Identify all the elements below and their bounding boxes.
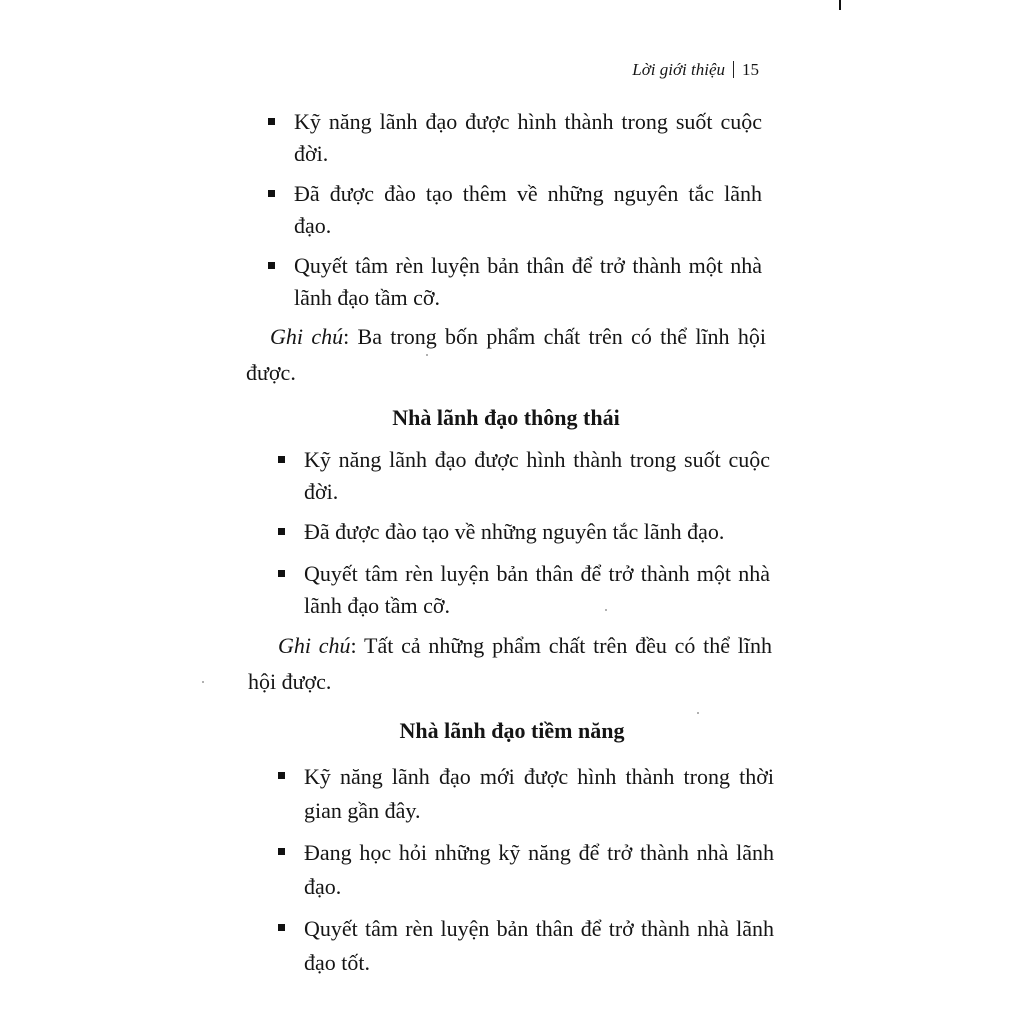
- list-item: [278, 836, 774, 904]
- bullet-icon: [268, 190, 275, 197]
- page-edge-mark: [839, 0, 841, 10]
- list-item-text: Quyết tâm rèn luyện bản thân để trở thành một nhà lãnh đạo tầm cỡ.: [304, 561, 770, 618]
- note-text: : Ba trong bốn phẩm chất trên có thể lĩnh hội được.: [246, 324, 766, 385]
- bullet-list: [278, 444, 770, 622]
- list-item: [278, 760, 774, 828]
- list-item-text: Đã được đào tạo về những nguyên tắc lãnh đạo.: [304, 519, 725, 544]
- section-heading: Nhà lãnh đạo thông thái: [392, 405, 620, 430]
- note-label: Ghi chú: [278, 633, 351, 658]
- bullet-icon: [278, 924, 285, 931]
- scan-speck: [605, 609, 607, 611]
- scan-speck: [202, 681, 204, 683]
- list-item-text: Kỹ năng lãnh đạo mới được hình thành trong thời gian gần đây.: [304, 764, 774, 823]
- list-item-text: Quyết tâm rèn luyện bản thân để trở thành một nhà lãnh đạo tầm cỡ.: [294, 253, 762, 310]
- page-number: 15: [742, 60, 759, 79]
- bullet-icon: [278, 456, 285, 463]
- bullet-icon: [268, 262, 275, 269]
- note-text: : Tất cả những phẩm chất trên đều có thể lĩnh hội được.: [248, 633, 772, 694]
- header-separator: [733, 61, 734, 78]
- bullet-list: [268, 106, 762, 314]
- list-item-text: Đang học hỏi những kỹ năng để trở thành nhà lãnh đạo.: [304, 840, 774, 899]
- running-header: [632, 60, 759, 80]
- section3-bullets: [278, 760, 774, 980]
- scan-speck: [426, 354, 428, 356]
- bullet-icon: [278, 772, 285, 779]
- bullet-icon: [278, 570, 285, 577]
- list-item-text: Quyết tâm rèn luyện bản thân để trở thành nhà lãnh đạo tốt.: [304, 916, 774, 975]
- list-item: [268, 250, 762, 314]
- note-label: Ghi chú: [270, 324, 344, 349]
- list-item: [278, 516, 770, 548]
- section1-bullets: [268, 106, 762, 314]
- bullet-list: [278, 760, 774, 980]
- list-item-text: Đã được đào tạo thêm về những nguyên tắc lãnh đạo.: [294, 181, 762, 238]
- section-heading: Nhà lãnh đạo tiềm năng: [399, 718, 625, 743]
- bullet-icon: [268, 118, 275, 125]
- list-item: [278, 912, 774, 980]
- list-item: [278, 444, 770, 508]
- bullet-icon: [278, 528, 285, 535]
- section1-note: [246, 319, 766, 391]
- chapter-title: Lời giới thiệu: [632, 60, 725, 79]
- section2-note: [248, 628, 772, 700]
- list-item-text: Kỹ năng lãnh đạo được hình thành trong suốt cuộc đời.: [294, 109, 762, 166]
- scan-speck: [697, 712, 699, 714]
- list-item: [278, 558, 770, 622]
- list-item: [268, 178, 762, 242]
- section2-bullets: [278, 444, 770, 622]
- bullet-icon: [278, 848, 285, 855]
- list-item: [268, 106, 762, 170]
- list-item-text: Kỹ năng lãnh đạo được hình thành trong suốt cuộc đời.: [304, 447, 770, 504]
